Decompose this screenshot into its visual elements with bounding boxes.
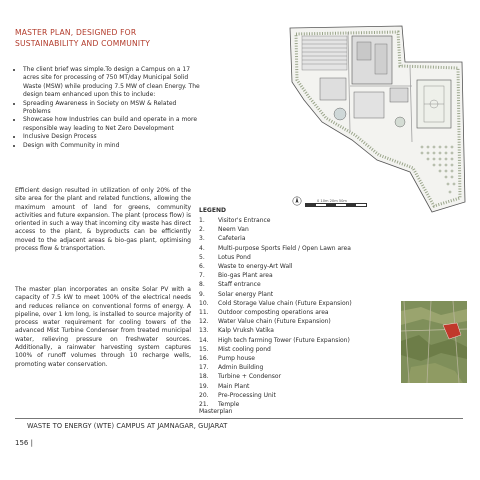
legend-label: Kalp Vruksh Vatika: [218, 327, 274, 335]
legend-label: Cold Storage Value chain (Future Expansion): [218, 299, 352, 307]
legend-list: [199, 216, 399, 409]
legend-item: [199, 336, 399, 345]
legend-number: 21.: [199, 401, 209, 409]
legend-number: 6.: [199, 263, 205, 271]
legend-number: 9.: [199, 290, 205, 298]
legend-number: 20.: [199, 391, 209, 399]
scale-label: 0 10m 20m 50m: [317, 199, 347, 203]
legend-number: 19.: [199, 382, 209, 390]
list-item: • Design with Community in mind: [23, 142, 201, 150]
legend-item: [199, 271, 399, 280]
list-item: • The client brief was simple.To design a Campus on a 17 acres site for processing of 750 MT/day Municipal Solid Waste (MSW) while producing 7.5 MW of clean Energy. The design team enhanced upon this to include:: [23, 66, 201, 100]
legend-number: 4.: [199, 244, 205, 252]
legend-number: 11.: [199, 309, 209, 317]
scale-bar: [305, 203, 367, 207]
list-item: • Showcase how Industries can build and operate in a more responsible way leading to Net Zero Development: [23, 116, 201, 133]
legend-label: Pump house: [218, 355, 255, 363]
site-masterplan-drawing: [282, 22, 467, 219]
legend-label: Turbine + Condensor: [218, 373, 282, 381]
legend-item: [199, 382, 399, 391]
footer-project-title: WASTE TO ENERGY (WTE) CAMPUS AT JAMNAGAR, GUJARAT: [27, 422, 228, 430]
legend-label: Neem Van: [218, 226, 249, 234]
legend-item: [199, 234, 399, 243]
legend-label: Temple: [218, 401, 240, 409]
legend-item: [199, 280, 399, 289]
legend-label: Water Value chain (Future Expansion): [218, 318, 331, 326]
legend-label: Cafeteria: [218, 235, 246, 243]
legend-item: [199, 216, 399, 225]
masterplan-caption: Masterplan: [199, 408, 233, 415]
legend-label: Waste to energy-Art Wall: [218, 263, 293, 271]
legend-item: [199, 225, 399, 234]
list-item: • Inclusive Design Process: [23, 133, 201, 141]
aerial-location-photo: [401, 301, 467, 383]
energy-water-paragraph: The master plan incorporates an onsite Solar PV with a capacity of 7.5 kW to meet 100% of the electrical needs and reduces reliance on conventional forms of energy. A pipeline, over 1 km long, is installed to source majority of process water requirement for cooling towers of the advanced Mist Turbine Condenser from treated municipal water, relieving pressure on freshwater sources. Additionally, a rainwater harvesting system captures 100% of runoff volumes through 10 recharge wells, promoting water conservation.: [15, 286, 191, 368]
design-brief-list: [13, 66, 201, 150]
legend-item: [199, 372, 399, 381]
legend-label: Solar energy Plant: [218, 290, 274, 298]
legend-label: Visitor's Entrance: [218, 217, 271, 224]
legend-item: [199, 253, 399, 262]
legend-number: 18.: [199, 373, 209, 381]
legend-label: Outdoor composting operations area: [218, 309, 329, 317]
page-heading: [15, 27, 195, 49]
legend-item: [199, 326, 399, 335]
legend-label: High tech farming Tower (Future Expansion): [218, 336, 350, 344]
heading-line-2: SUSTAINABILITY AND COMMUNITY: [15, 39, 151, 48]
legend-label: Pre-Processing Unit: [218, 391, 276, 399]
legend-item: [199, 262, 399, 271]
legend-item: [199, 391, 399, 400]
legend-number: 12.: [199, 318, 209, 326]
legend-item: [199, 308, 399, 317]
legend-number: 14.: [199, 336, 209, 344]
legend-title: LEGEND: [199, 207, 226, 214]
legend-number: 8.: [199, 281, 205, 289]
efficiency-paragraph: Efficient design resulted in utilization of only 20% of the site area for the plant and related functions, allowing the maximum amount of land for greens, community activities and future expansion. The plant (process flow) is oriented in such a way that incoming city waste has direct access to the plant, & byproducts can be efficiently moved to the adjacent areas & bio-gas plant, optimising process flow & transportation.: [15, 187, 191, 253]
legend-item: [199, 317, 399, 326]
legend-label: Main Plant: [218, 382, 250, 390]
legend-item: [199, 345, 399, 354]
heading-line-1: MASTER PLAN, DESIGNED FOR: [15, 28, 137, 37]
legend-number: 3.: [199, 235, 205, 243]
legend-number: 7.: [199, 272, 205, 280]
divider: [15, 418, 463, 419]
legend-item: [199, 244, 399, 253]
legend-item: [199, 363, 399, 372]
legend-label: Multi-purpose Sports Field / Open Lawn area: [218, 244, 351, 252]
legend-number: 1.: [199, 217, 205, 224]
legend-number: 5.: [199, 253, 205, 261]
legend-label: Admin Building: [218, 364, 264, 372]
legend-number: 10.: [199, 299, 209, 307]
legend-label: Lotus Pond: [218, 253, 251, 261]
legend-label: Bio-gas Plant area: [218, 272, 273, 280]
legend-item: [199, 299, 399, 308]
legend-number: 13.: [199, 327, 209, 335]
legend-label: Staff entrance: [218, 281, 261, 289]
list-item: • Spreading Awareness in Society on MSW & Related Problems: [23, 100, 201, 117]
legend-label: Mist cooling pond: [218, 345, 271, 353]
legend-number: 17.: [199, 364, 209, 372]
legend-number: 2.: [199, 226, 205, 234]
page-number: 156 |: [15, 439, 33, 447]
legend-item: [199, 290, 399, 299]
legend-number: 16.: [199, 355, 209, 363]
north-arrow-icon: [292, 196, 302, 206]
legend-item: [199, 354, 399, 363]
legend-number: 15.: [199, 345, 209, 353]
